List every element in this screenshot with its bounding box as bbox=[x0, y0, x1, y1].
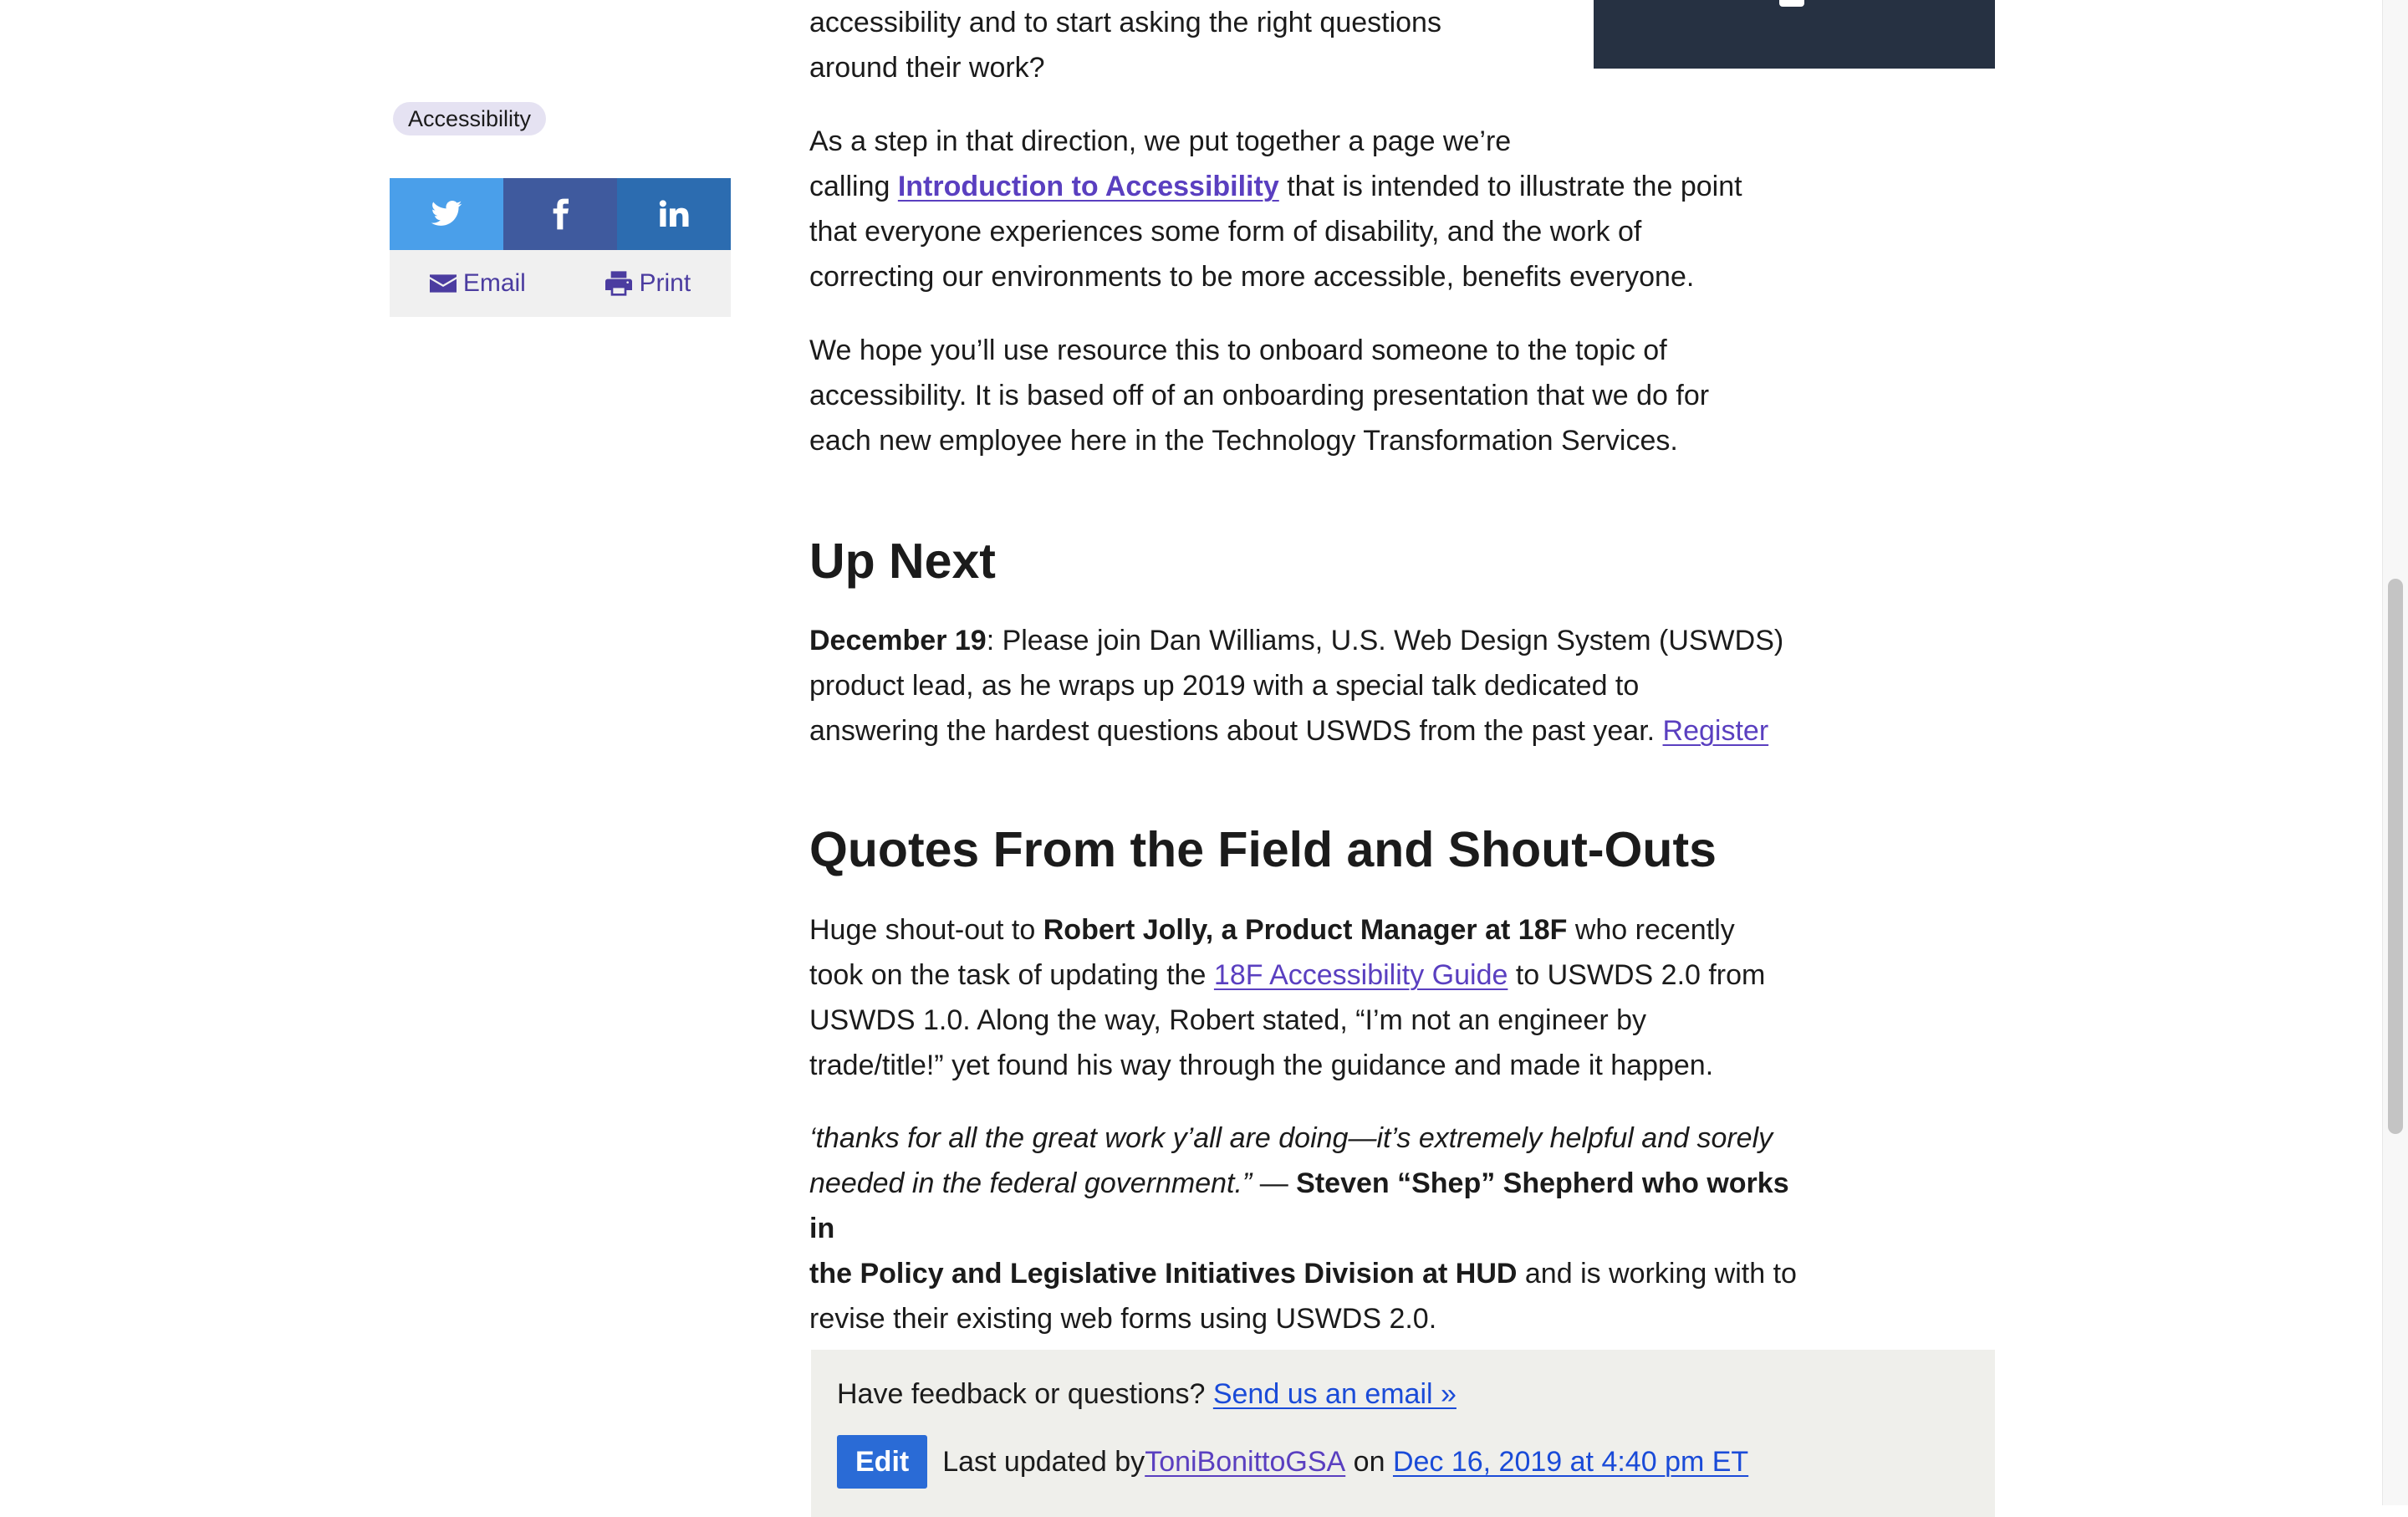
last-updated-row: Edit Last updated by ToniBonittoGSA on Dec 16, 2019 at 4:40 pm ET bbox=[837, 1435, 1748, 1489]
share-email-button[interactable] bbox=[430, 269, 526, 298]
share-facebook-button[interactable] bbox=[503, 178, 617, 250]
accessibility-guide-link[interactable]: 18F Accessibility Guide bbox=[1213, 959, 1508, 991]
twitter-icon bbox=[430, 197, 463, 231]
print-label: Print bbox=[639, 269, 691, 297]
printer-icon bbox=[605, 271, 632, 296]
heading-quotes: Quotes From the Field and Shout-Outs bbox=[809, 822, 1717, 877]
paragraph-intro-accessibility: As a step in that direction, we put together a page we’re calling Introduction to Accessibility that is intended to illustrate the point that everyone experiences some form of disability, and the work of correcting our environments to be more accessible, benefits everyone. bbox=[809, 125, 1742, 293]
send-email-link[interactable]: Send us an email » bbox=[1212, 1378, 1457, 1410]
register-link[interactable]: Register bbox=[1662, 715, 1769, 747]
edit-button[interactable]: Edit bbox=[837, 1435, 927, 1489]
scrollbar-thumb[interactable] bbox=[2388, 579, 2403, 1134]
featured-image-block bbox=[1594, 0, 1995, 69]
tag-accessibility[interactable]: Accessibility bbox=[393, 102, 546, 135]
paragraph-intro-tail: accessibility and to start asking the right questions around their work? bbox=[809, 7, 1441, 84]
print-button[interactable] bbox=[605, 269, 691, 298]
feedback-question: Have feedback or questions? Send us an email » bbox=[837, 1378, 1457, 1410]
paragraph-onboarding: We hope you’ll use resource this to onboard someone to the topic of accessibility. It is based off of an onboarding presentation that we do for each new employee here in the Technology Transformation Services. bbox=[809, 335, 1710, 457]
paragraph-quote: ‘thanks for all the great work y’all are doing—it’s extremely helpful and sorely needed in the federal government.” — Steven “Shep” Shepherd who works in the Policy and Legislative Initiatives Division at HUD and is working with to revise their existing web forms using USWDS 2.0. bbox=[809, 1122, 1797, 1335]
share-twitter-button[interactable] bbox=[390, 178, 503, 250]
share-email-label: Email bbox=[462, 269, 526, 297]
envelope-icon bbox=[430, 271, 457, 296]
share-panel bbox=[390, 178, 731, 317]
intro-to-accessibility-link[interactable]: Introduction to Accessibility bbox=[897, 171, 1279, 202]
share-actions-row bbox=[390, 250, 731, 317]
facebook-icon bbox=[543, 197, 577, 231]
share-linkedin-button[interactable] bbox=[617, 178, 731, 250]
updated-date-link[interactable]: Dec 16, 2019 at 4:40 pm ET bbox=[1392, 1445, 1749, 1478]
paragraph-shout-out: Huge shout-out to Robert Jolly, a Product Manager at 18F who recently took on the task of updating the 18F Accessibility Guide to USWDS 2.0 from USWDS 1.0. Along the way, Robert stated, “I’m not an engineer by trade/title!” yet found his way through the guidance and made it happen. bbox=[809, 914, 1766, 1081]
author-link[interactable]: ToniBonittoGSA bbox=[1145, 1445, 1346, 1478]
share-social-row bbox=[390, 178, 731, 250]
feedback-box bbox=[811, 1350, 1995, 1517]
linkedin-icon bbox=[657, 197, 691, 231]
heading-up-next: Up Next bbox=[809, 534, 996, 589]
paragraph-up-next: December 19: Please join Dan Williams, U.S. Web Design System (USWDS) product lead, as he wraps up 2019 with a special talk dedicated to answering the hardest questions about USWDS from the past year. Register bbox=[809, 625, 1784, 747]
featured-image-detail bbox=[1779, 0, 1804, 7]
